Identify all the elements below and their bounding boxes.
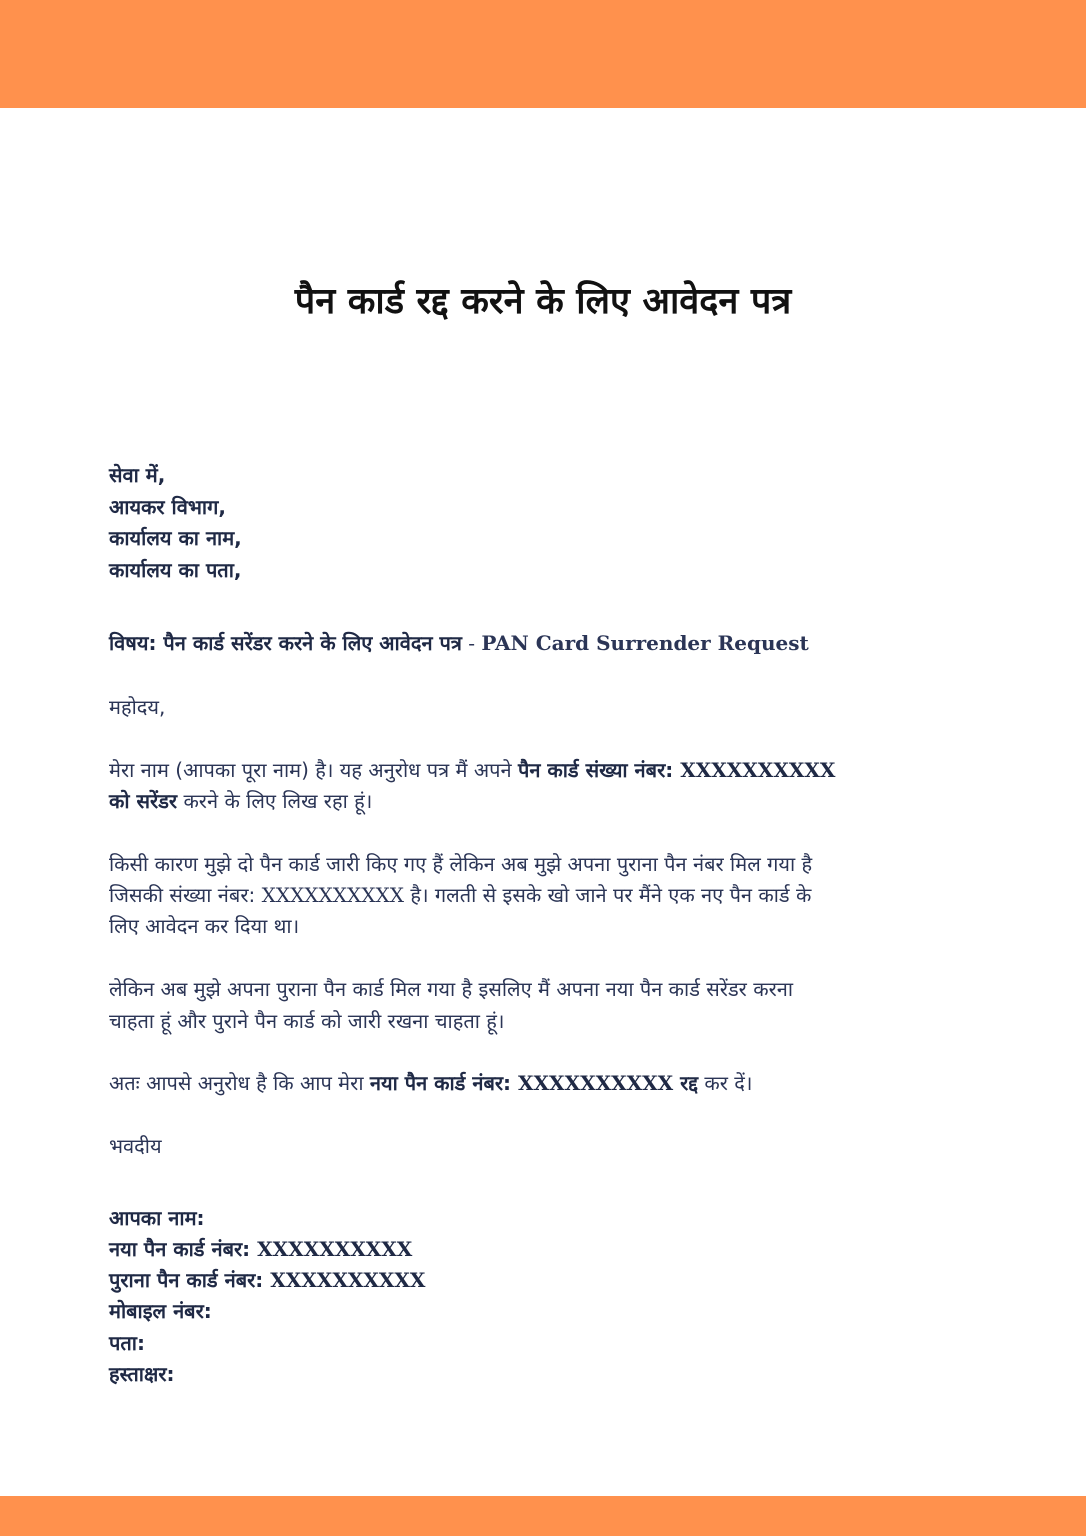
recipient-line-1: सेवा में, bbox=[109, 463, 166, 487]
recipient-line-2: आयकर विभाग, bbox=[109, 495, 226, 519]
new-pan-label: नया पैन कार्ड नंबर: bbox=[109, 1237, 258, 1261]
para2-line2-a: जिसकी संख्या नंबर: bbox=[109, 883, 262, 907]
signature-name-label: आपका नाम: bbox=[109, 1206, 205, 1230]
para2-line-2 bbox=[109, 880, 811, 911]
para3-line-2: चाहता हूं और पुराने पैन कार्ड को जारी रखना चाहता हूं। bbox=[109, 1009, 505, 1033]
para4-intro: अतः आपसे अनुरोध है कि आप मेरा bbox=[109, 1071, 370, 1095]
para2-pan-value: XXXXXXXXXX bbox=[261, 883, 404, 907]
para4-rest: कर दें। bbox=[698, 1071, 753, 1095]
para1-pan-label: पैन कार्ड संख्या नंबर: bbox=[517, 758, 681, 782]
old-pan-label: पुराना पैन कार्ड नंबर: bbox=[109, 1268, 271, 1292]
para2-line2-b: है। गलती से इसके खो जाने पर मैंने एक नए पैन कार्ड के bbox=[403, 883, 812, 907]
para2-line-3: लिए आवेदन कर दिया था। bbox=[109, 914, 300, 938]
signature-old-pan bbox=[109, 1265, 425, 1296]
para2-line-1: किसी कारण मुझे दो पैन कार्ड जारी किए गए हैं लेकिन अब मुझे अपना पुराना पैन नंबर मिल गया है bbox=[109, 852, 813, 876]
signature-sign-label: हस्ताक्षर: bbox=[109, 1362, 175, 1386]
para4-bold-label: नया पैन कार्ड नंबर: bbox=[369, 1071, 519, 1095]
para1-intro: मेरा नाम (आपका पूरा नाम) है। यह अनुरोध पत्र मैं अपने bbox=[109, 758, 518, 782]
subject-separator: - bbox=[461, 631, 482, 655]
top-header-band bbox=[0, 0, 1086, 108]
para1-surrender-bold: को सरेंडर bbox=[109, 789, 178, 813]
signature-mobile-label: मोबाइल नंबर: bbox=[109, 1299, 212, 1323]
signature-address-label: पता: bbox=[109, 1331, 145, 1355]
para3-line-1: लेकिन अब मुझे अपना पुराना पैन कार्ड मिल गया है इसलिए मैं अपना नया पैन कार्ड सरेंडर करना bbox=[109, 977, 794, 1001]
para4-value: XXXXXXXXXX bbox=[518, 1071, 674, 1095]
recipient-line-3: कार्यालय का नाम, bbox=[109, 526, 242, 550]
bottom-footer-band bbox=[0, 1496, 1086, 1536]
recipient-line-4: कार्यालय का पता, bbox=[109, 558, 242, 582]
signature-new-pan bbox=[109, 1234, 412, 1265]
new-pan-value: XXXXXXXXXX bbox=[257, 1237, 413, 1261]
para1-pan-value: XXXXXXXXXX bbox=[680, 758, 836, 782]
subject-line bbox=[109, 628, 809, 659]
page-title: पैन कार्ड रद्द करने के लिए आवेदन पत्र bbox=[294, 281, 792, 322]
closing: भवदीय bbox=[109, 1134, 162, 1158]
salutation: महोदय, bbox=[109, 695, 166, 719]
old-pan-value: XXXXXXXXXX bbox=[270, 1268, 426, 1292]
para1-line-2 bbox=[109, 786, 372, 817]
para4-line bbox=[109, 1068, 753, 1099]
subject-english: PAN Card Surrender Request bbox=[481, 631, 809, 655]
subject-label: विषय: पैन कार्ड सरेंडर करने के लिए आवेदन पत्र bbox=[109, 631, 462, 655]
para4-bold-end: रद्द bbox=[673, 1071, 699, 1095]
para1-line2-rest: करने के लिए लिख रहा हूं। bbox=[177, 789, 373, 813]
para1-line-1 bbox=[109, 755, 835, 786]
